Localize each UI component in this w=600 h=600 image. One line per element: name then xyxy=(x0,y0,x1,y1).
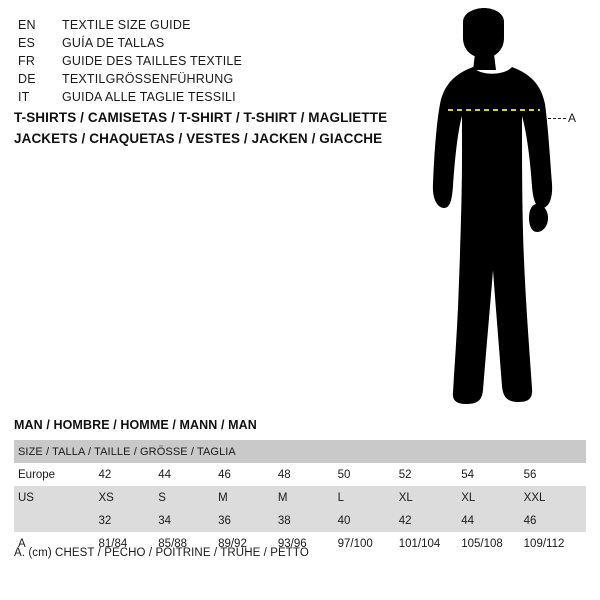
table-cell: 38 xyxy=(278,509,338,532)
table-cell: M xyxy=(278,486,338,509)
table-cell: 46 xyxy=(524,509,586,532)
table-cell: 85/88 xyxy=(158,532,218,555)
table-cell: XL xyxy=(461,486,523,509)
legend-language-code: DE xyxy=(18,72,36,86)
row-label: Europe xyxy=(14,463,99,486)
row-label xyxy=(14,509,99,532)
table-cell: 42 xyxy=(99,463,159,486)
legend-language-text: GUÍA DE TALLAS xyxy=(62,36,165,50)
legend-language-code: EN xyxy=(18,18,36,32)
table-cell: 89/92 xyxy=(218,532,278,555)
table-cell: 105/108 xyxy=(461,532,523,555)
legend-language-code: ES xyxy=(18,36,36,50)
measure-label-a: A xyxy=(568,111,577,125)
table-cell: M xyxy=(218,486,278,509)
legend-row xyxy=(18,52,398,70)
category-jackets: JACKETS / CHAQUETAS / VESTES / JACKEN / GIACCHE xyxy=(14,131,383,146)
legend-language-text: TEXTILGRÖSSENFÜHRUNG xyxy=(62,72,234,86)
table-cell: 40 xyxy=(338,509,399,532)
table-cell: 109/112 xyxy=(524,532,586,555)
row-label: A xyxy=(14,532,99,555)
table-row xyxy=(14,486,586,509)
table-cell: 93/96 xyxy=(278,532,338,555)
legend-language-code: FR xyxy=(18,54,36,68)
table-cell: L xyxy=(338,486,399,509)
size-table xyxy=(14,440,586,555)
table-cell: 46 xyxy=(218,463,278,486)
table-cell: XL xyxy=(399,486,461,509)
legend-language-code: IT xyxy=(18,90,30,104)
table-cell: 34 xyxy=(158,509,218,532)
male-torso-silhouette-icon xyxy=(400,8,600,408)
table-cell: 81/84 xyxy=(99,532,159,555)
table-header-row xyxy=(14,440,586,463)
legend-row xyxy=(18,34,398,52)
table-cell: 36 xyxy=(218,509,278,532)
language-legend xyxy=(18,16,398,106)
table-title: MAN / HOMBRE / HOMME / MANN / MAN xyxy=(14,418,257,432)
table-cell: XS xyxy=(99,486,159,509)
table-row xyxy=(14,509,586,532)
table-cell: S xyxy=(158,486,218,509)
table-cell: 32 xyxy=(99,509,159,532)
table-cell: 97/100 xyxy=(338,532,399,555)
table-cell: 52 xyxy=(399,463,461,486)
table-row xyxy=(14,463,586,486)
table-cell: 50 xyxy=(338,463,399,486)
category-tshirts: T-SHIRTS / CAMISETAS / T-SHIRT / T-SHIRT / MAGLIETTE xyxy=(14,110,388,125)
table-cell: 44 xyxy=(461,509,523,532)
table-cell: 48 xyxy=(278,463,338,486)
table-cell: XXL xyxy=(524,486,586,509)
table-header-label: SIZE / TALLA / TAILLE / GRÖSSE / TAGLIA xyxy=(14,440,586,463)
legend-row xyxy=(18,88,398,106)
legend-row xyxy=(18,70,398,88)
legend-language-text: GUIDA ALLE TAGLIE TESSILI xyxy=(62,90,236,104)
table-cell: 54 xyxy=(461,463,523,486)
legend-row xyxy=(18,16,398,34)
row-label: US xyxy=(14,486,99,509)
table-cell: 101/104 xyxy=(399,532,461,555)
body-figure xyxy=(400,8,600,408)
table-cell: 44 xyxy=(158,463,218,486)
table-cell: 42 xyxy=(399,509,461,532)
table-cell: 56 xyxy=(524,463,586,486)
table-footnote: A. (cm) CHEST / PECHO / POITRINE / TRUHE / PETTO xyxy=(14,547,309,559)
legend-language-text: GUIDE DES TAILLES TEXTILE xyxy=(62,54,243,68)
measure-leader-line xyxy=(548,118,566,119)
legend-language-text: TEXTILE SIZE GUIDE xyxy=(62,18,191,32)
